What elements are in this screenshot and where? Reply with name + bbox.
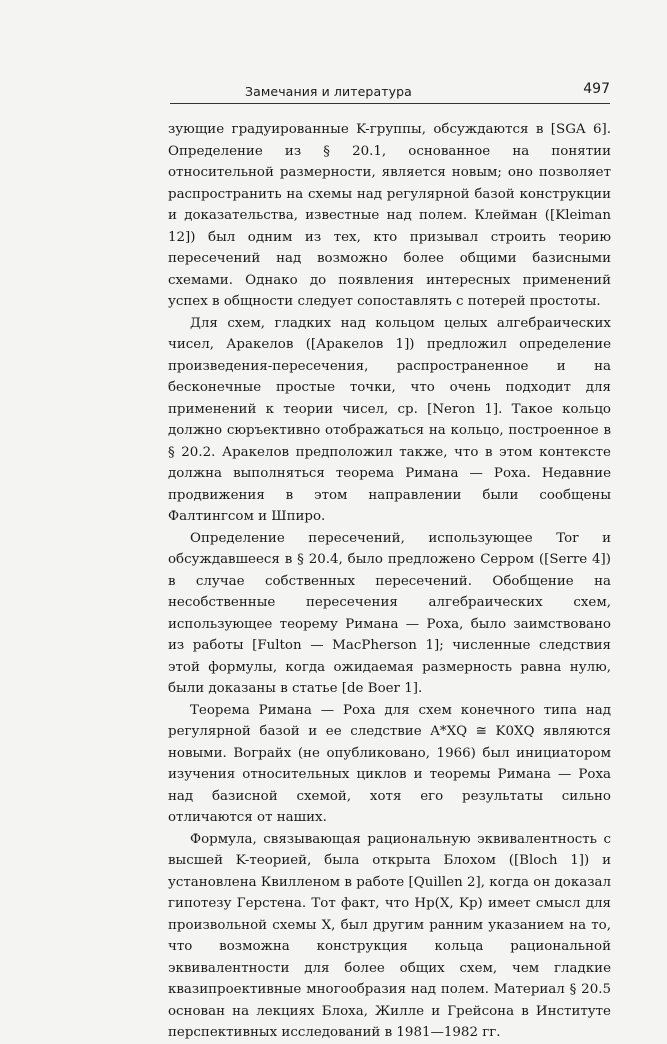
page-header — [170, 81, 610, 108]
paragraph-4: Теорема Римана — Роха для схем конечного типа над регулярной базой и ее следствие A*XQ ≅ K0XQ являются новыми. Вограйх (не опубликовано, 1966) был инициатором изучения относительных циклов и теоремы Римана — Роха над базисной схемой, хотя его результаты сильно отличаются от наших. — [168, 702, 611, 825]
paragraph-1: зующие градуированные K-группы, обсуждаются в [SGA 6]. Определение из § 20.1, основанное на понятии относительной размерности, является новым; оно позволяет распространить на схемы над регулярной базой конструкции и доказательства, известные над полем. Клейман ([Kleiman 12]) был одним из тех, кто призывал строить теорию пересечений над возможно более общими базисными схемами. Однако до появления интересных применений успех в общности следует сопоставлять с потерей простоты. — [168, 122, 611, 309]
page-body — [168, 119, 611, 1044]
header-rule — [170, 103, 610, 104]
paragraph-2: Для схем, гладких над кольцом целых алгебраических чисел, Аракелов ([Аракелов 1]) предложил определение произведения-пересечения, распространенное и на бесконечные простые точки, что очень подходит для применений к теории чисел, ср. [Neron 1]. Такое кольцо должно сюръективно отображаться на кольцо, построенное в § 20.2. Аракелов предположил также, что в этом контексте должна выполняться теорема Римана — Роха. Недавние продвижения в этом направлении были сообщены Фалтингсом и Шпиро. — [168, 315, 611, 524]
paragraph-5: Формула, связывающая рациональную эквивалентность с высшей K-теорией, была открыта Блохом ([Bloch 1]) и установлена Квилленом в работе [Quillen 2], когда он доказал гипотезу Герстена. Тот факт, что Hp(X, Kp) имеет смысл для произвольной схемы X, был другим ранним указанием на то, что возможна конструкция кольца рациональной эквивалентности для более общих схем, чем гладкие квазипроективные многообразия над полем. Материал § 20.5 основан на лекциях Блоха, Жилле и Грейсона в Институте перспективных исследований в 1981—1982 гг. — [168, 831, 611, 1040]
paragraph-3: Определение пересечений, использующее Tor и обсуждавшееся в § 20.4, было предложено Серром ([Serre 4]) в случае собственных пересечений. Обобщение на несобственные пересечения алгебраических схем, использующее теорему Римана — Роха, было заимствовано из работы [Fulton — MacPherson 1]; численные следствия этой формулы, когда ожидаемая размерность равна нулю, были доказаны в статье [de Boer 1]. — [168, 530, 611, 696]
page-number: 497 — [583, 81, 610, 97]
running-title: Замечания и литература — [245, 84, 412, 99]
